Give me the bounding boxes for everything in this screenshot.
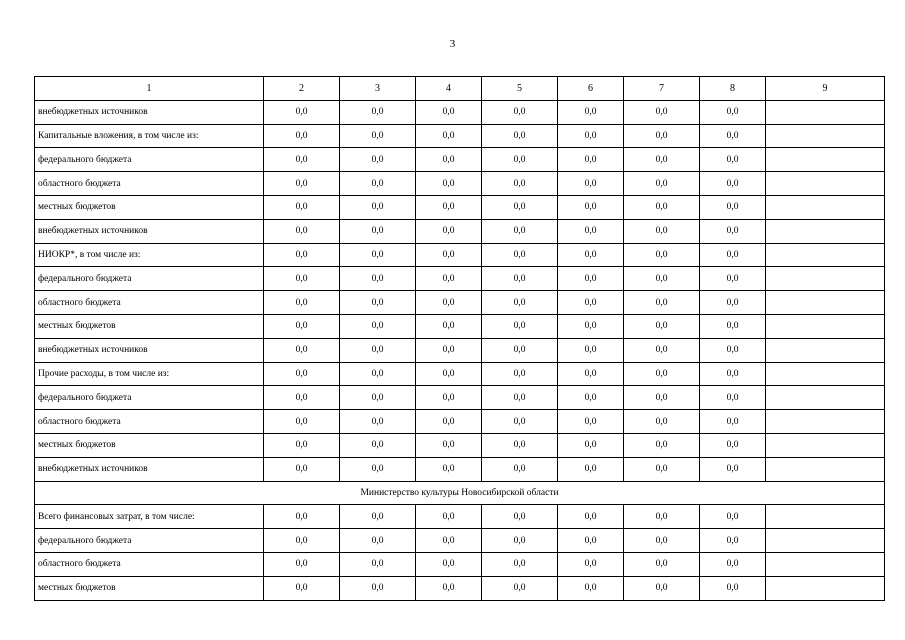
note-cell [766, 552, 885, 576]
value-cell: 0,0 [624, 552, 700, 576]
value-cell: 0,0 [624, 291, 700, 315]
value-cell: 0,0 [340, 314, 416, 338]
note-cell [766, 219, 885, 243]
table-row [35, 219, 885, 243]
value-cell: 0,0 [558, 552, 624, 576]
value-cell: 0,0 [340, 457, 416, 481]
table-row [35, 529, 885, 553]
row-label: областного бюджета [35, 172, 264, 196]
value-cell: 0,0 [264, 386, 340, 410]
table-row [35, 457, 885, 481]
value-cell: 0,0 [340, 219, 416, 243]
note-cell [766, 362, 885, 386]
value-cell: 0,0 [700, 219, 766, 243]
row-label: федерального бюджета [35, 148, 264, 172]
value-cell: 0,0 [624, 576, 700, 600]
value-cell: 0,0 [340, 338, 416, 362]
value-cell: 0,0 [482, 457, 558, 481]
value-cell: 0,0 [416, 243, 482, 267]
column-header-3: 3 [340, 77, 416, 101]
table-row [35, 100, 885, 124]
table-row [35, 410, 885, 434]
table-row [35, 148, 885, 172]
value-cell: 0,0 [482, 314, 558, 338]
value-cell: 0,0 [264, 529, 340, 553]
value-cell: 0,0 [700, 433, 766, 457]
value-cell: 0,0 [700, 195, 766, 219]
row-label: НИОКР*, в том числе из: [35, 243, 264, 267]
value-cell: 0,0 [624, 195, 700, 219]
value-cell: 0,0 [340, 410, 416, 434]
row-label: местных бюджетов [35, 576, 264, 600]
value-cell: 0,0 [700, 386, 766, 410]
value-cell: 0,0 [482, 362, 558, 386]
value-cell: 0,0 [482, 243, 558, 267]
table-row [35, 243, 885, 267]
value-cell: 0,0 [624, 505, 700, 529]
value-cell: 0,0 [482, 195, 558, 219]
value-cell: 0,0 [624, 386, 700, 410]
value-cell: 0,0 [482, 410, 558, 434]
value-cell: 0,0 [700, 410, 766, 434]
table-row [35, 505, 885, 529]
column-header-1: 1 [35, 77, 264, 101]
value-cell: 0,0 [624, 362, 700, 386]
value-cell: 0,0 [340, 148, 416, 172]
value-cell: 0,0 [340, 195, 416, 219]
value-cell: 0,0 [624, 148, 700, 172]
value-cell: 0,0 [416, 362, 482, 386]
value-cell: 0,0 [482, 552, 558, 576]
value-cell: 0,0 [264, 243, 340, 267]
value-cell: 0,0 [264, 362, 340, 386]
row-label: областного бюджета [35, 291, 264, 315]
value-cell: 0,0 [264, 195, 340, 219]
value-cell: 0,0 [340, 362, 416, 386]
row-label: внебюджетных источников [35, 457, 264, 481]
value-cell: 0,0 [416, 410, 482, 434]
value-cell: 0,0 [416, 100, 482, 124]
value-cell: 0,0 [482, 148, 558, 172]
value-cell: 0,0 [340, 529, 416, 553]
value-cell: 0,0 [700, 314, 766, 338]
value-cell: 0,0 [700, 100, 766, 124]
value-cell: 0,0 [264, 100, 340, 124]
table-row [35, 172, 885, 196]
value-cell: 0,0 [340, 267, 416, 291]
value-cell: 0,0 [558, 386, 624, 410]
value-cell: 0,0 [482, 386, 558, 410]
column-header-9: 9 [766, 77, 885, 101]
table-row [35, 291, 885, 315]
value-cell: 0,0 [558, 172, 624, 196]
table-row [35, 576, 885, 600]
note-cell [766, 457, 885, 481]
value-cell: 0,0 [340, 172, 416, 196]
row-label: федерального бюджета [35, 386, 264, 410]
value-cell: 0,0 [700, 124, 766, 148]
value-cell: 0,0 [416, 195, 482, 219]
value-cell: 0,0 [264, 433, 340, 457]
note-cell [766, 267, 885, 291]
value-cell: 0,0 [264, 457, 340, 481]
column-header-4: 4 [416, 77, 482, 101]
value-cell: 0,0 [482, 529, 558, 553]
value-cell: 0,0 [558, 124, 624, 148]
value-cell: 0,0 [700, 148, 766, 172]
row-label: внебюджетных источников [35, 338, 264, 362]
value-cell: 0,0 [340, 552, 416, 576]
table-row [35, 195, 885, 219]
value-cell: 0,0 [624, 267, 700, 291]
value-cell: 0,0 [558, 362, 624, 386]
value-cell: 0,0 [416, 124, 482, 148]
value-cell: 0,0 [558, 291, 624, 315]
value-cell: 0,0 [624, 172, 700, 196]
table-row [35, 338, 885, 362]
row-label: внебюджетных источников [35, 219, 264, 243]
value-cell: 0,0 [340, 386, 416, 410]
value-cell: 0,0 [416, 338, 482, 362]
value-cell: 0,0 [700, 362, 766, 386]
value-cell: 0,0 [558, 195, 624, 219]
value-cell: 0,0 [340, 100, 416, 124]
value-cell: 0,0 [264, 172, 340, 196]
value-cell: 0,0 [624, 410, 700, 434]
note-cell [766, 576, 885, 600]
note-cell [766, 529, 885, 553]
row-label: федерального бюджета [35, 267, 264, 291]
row-label: Капитальные вложения, в том числе из: [35, 124, 264, 148]
column-header-8: 8 [700, 77, 766, 101]
value-cell: 0,0 [340, 124, 416, 148]
value-cell: 0,0 [264, 410, 340, 434]
value-cell: 0,0 [624, 243, 700, 267]
value-cell: 0,0 [416, 291, 482, 315]
value-cell: 0,0 [482, 505, 558, 529]
value-cell: 0,0 [264, 267, 340, 291]
section-row [35, 481, 885, 505]
value-cell: 0,0 [416, 505, 482, 529]
value-cell: 0,0 [416, 576, 482, 600]
value-cell: 0,0 [700, 338, 766, 362]
row-label: Всего финансовых затрат, в том числе: [35, 505, 264, 529]
value-cell: 0,0 [700, 267, 766, 291]
value-cell: 0,0 [416, 314, 482, 338]
value-cell: 0,0 [264, 576, 340, 600]
column-header-7: 7 [624, 77, 700, 101]
row-label: областного бюджета [35, 410, 264, 434]
value-cell: 0,0 [264, 219, 340, 243]
value-cell: 0,0 [340, 505, 416, 529]
note-cell [766, 386, 885, 410]
value-cell: 0,0 [264, 124, 340, 148]
note-cell [766, 505, 885, 529]
value-cell: 0,0 [264, 314, 340, 338]
note-cell [766, 124, 885, 148]
table-row [35, 267, 885, 291]
note-cell [766, 338, 885, 362]
value-cell: 0,0 [416, 219, 482, 243]
value-cell: 0,0 [482, 219, 558, 243]
value-cell: 0,0 [700, 529, 766, 553]
table-row [35, 433, 885, 457]
table-row [35, 552, 885, 576]
value-cell: 0,0 [264, 291, 340, 315]
value-cell: 0,0 [416, 172, 482, 196]
value-cell: 0,0 [340, 433, 416, 457]
value-cell: 0,0 [482, 172, 558, 196]
value-cell: 0,0 [482, 124, 558, 148]
value-cell: 0,0 [558, 148, 624, 172]
value-cell: 0,0 [482, 576, 558, 600]
row-label: местных бюджетов [35, 314, 264, 338]
row-label: местных бюджетов [35, 433, 264, 457]
value-cell: 0,0 [482, 267, 558, 291]
value-cell: 0,0 [416, 529, 482, 553]
value-cell: 0,0 [558, 267, 624, 291]
column-header-5: 5 [482, 77, 558, 101]
value-cell: 0,0 [558, 457, 624, 481]
note-cell [766, 243, 885, 267]
value-cell: 0,0 [558, 433, 624, 457]
value-cell: 0,0 [558, 338, 624, 362]
value-cell: 0,0 [700, 505, 766, 529]
value-cell: 0,0 [416, 267, 482, 291]
value-cell: 0,0 [482, 100, 558, 124]
note-cell [766, 195, 885, 219]
value-cell: 0,0 [700, 576, 766, 600]
note-cell [766, 100, 885, 124]
value-cell: 0,0 [264, 552, 340, 576]
row-label: федерального бюджета [35, 529, 264, 553]
value-cell: 0,0 [558, 100, 624, 124]
value-cell: 0,0 [624, 433, 700, 457]
table-row [35, 124, 885, 148]
value-cell: 0,0 [558, 410, 624, 434]
table-body [35, 100, 885, 600]
value-cell: 0,0 [482, 433, 558, 457]
value-cell: 0,0 [558, 529, 624, 553]
value-cell: 0,0 [700, 457, 766, 481]
value-cell: 0,0 [340, 291, 416, 315]
row-label: местных бюджетов [35, 195, 264, 219]
value-cell: 0,0 [340, 243, 416, 267]
value-cell: 0,0 [558, 576, 624, 600]
value-cell: 0,0 [264, 148, 340, 172]
column-header-6: 6 [558, 77, 624, 101]
value-cell: 0,0 [340, 576, 416, 600]
value-cell: 0,0 [624, 314, 700, 338]
value-cell: 0,0 [624, 529, 700, 553]
financing-table [34, 76, 885, 601]
value-cell: 0,0 [624, 338, 700, 362]
row-label: внебюджетных источников [35, 100, 264, 124]
value-cell: 0,0 [482, 291, 558, 315]
note-cell [766, 433, 885, 457]
value-cell: 0,0 [416, 148, 482, 172]
value-cell: 0,0 [558, 219, 624, 243]
section-title: Министерство культуры Новосибирской области [35, 481, 885, 505]
table-row [35, 386, 885, 410]
value-cell: 0,0 [482, 338, 558, 362]
column-header-2: 2 [264, 77, 340, 101]
page-number: 3 [449, 38, 456, 50]
value-cell: 0,0 [416, 433, 482, 457]
value-cell: 0,0 [624, 124, 700, 148]
value-cell: 0,0 [700, 172, 766, 196]
value-cell: 0,0 [700, 291, 766, 315]
value-cell: 0,0 [416, 457, 482, 481]
value-cell: 0,0 [416, 386, 482, 410]
value-cell: 0,0 [264, 505, 340, 529]
row-label: Прочие расходы, в том числе из: [35, 362, 264, 386]
note-cell [766, 148, 885, 172]
value-cell: 0,0 [558, 505, 624, 529]
value-cell: 0,0 [624, 219, 700, 243]
value-cell: 0,0 [624, 457, 700, 481]
note-cell [766, 410, 885, 434]
value-cell: 0,0 [264, 338, 340, 362]
table-header-row [35, 77, 885, 101]
value-cell: 0,0 [700, 552, 766, 576]
value-cell: 0,0 [700, 243, 766, 267]
value-cell: 0,0 [558, 314, 624, 338]
table-row [35, 362, 885, 386]
row-label: областного бюджета [35, 552, 264, 576]
table-row [35, 314, 885, 338]
value-cell: 0,0 [624, 100, 700, 124]
note-cell [766, 291, 885, 315]
note-cell [766, 314, 885, 338]
value-cell: 0,0 [558, 243, 624, 267]
note-cell [766, 172, 885, 196]
value-cell: 0,0 [416, 552, 482, 576]
